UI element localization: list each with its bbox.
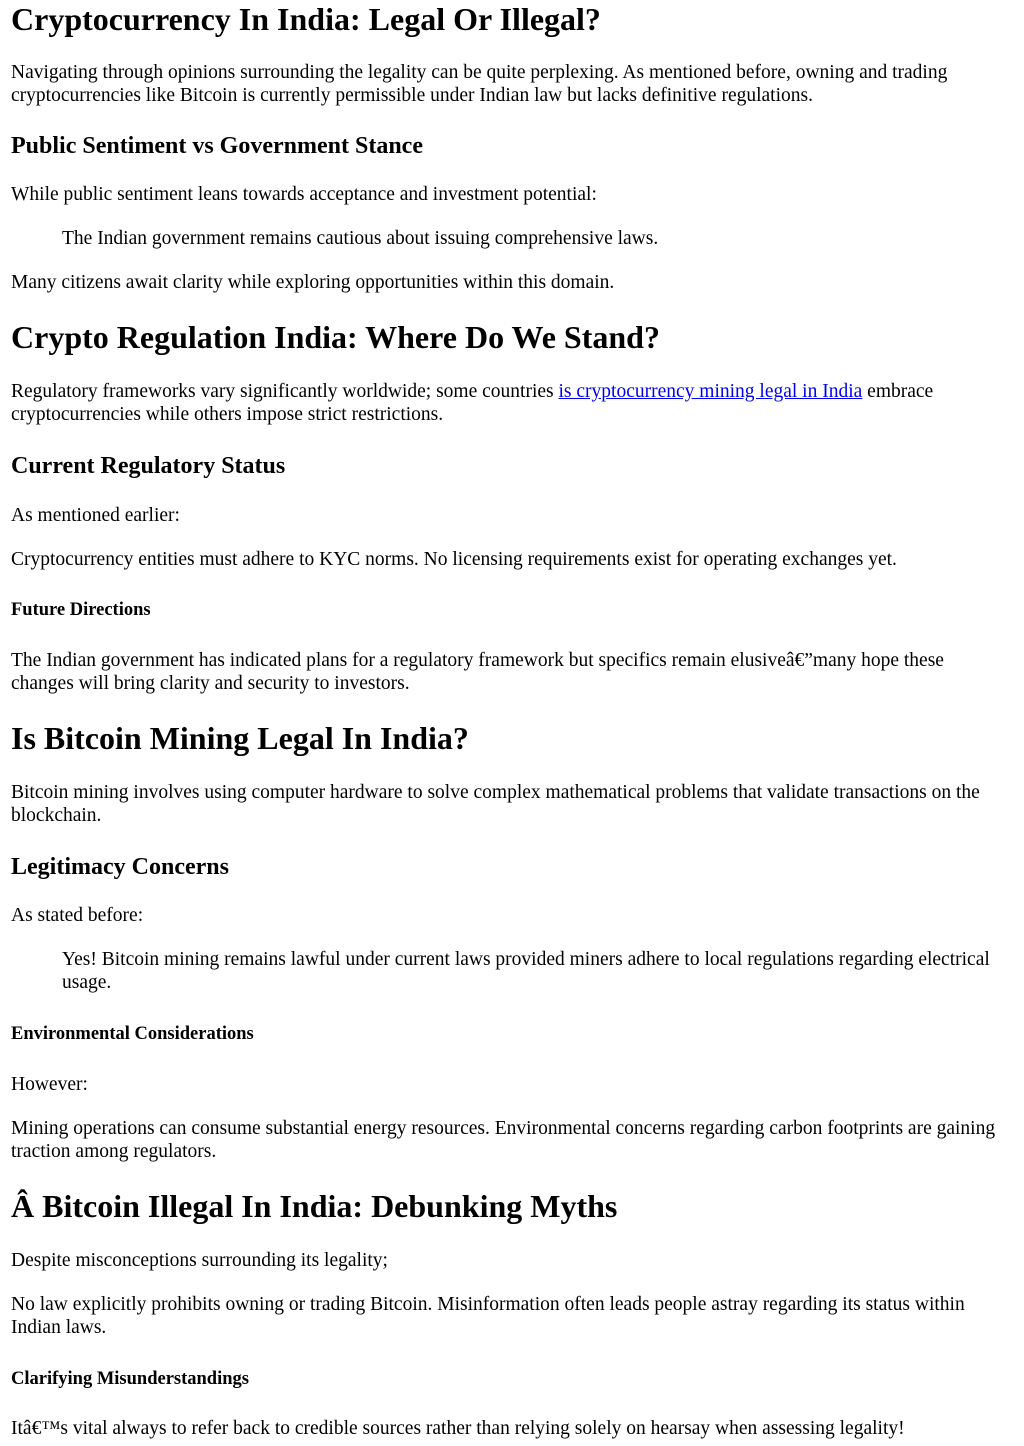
paragraph-however: However:: [11, 1074, 88, 1095]
regulatory-text-after: embrace cryptocurrencies while others impose strict restrictions.: [11, 381, 934, 425]
paragraph-bitcoin-mining: Bitcoin mining involves using computer hardware to solve complex mathematical problems that validate transactions on the blockchain.: [11, 782, 980, 826]
paragraph-as-mentioned-earlier: As mentioned earlier:: [11, 505, 180, 526]
heading-bitcoin-illegal-myths: Â Bitcoin Illegal In India: Debunking Myths: [11, 1188, 618, 1224]
paragraph-no-law-prohibits: No law explicitly prohibits owning or trading Bitcoin. Misinformation often leads people astray regarding its status within Indian laws.: [11, 1294, 965, 1338]
mining-legal-link[interactable]: is cryptocurrency mining legal in India: [558, 381, 863, 402]
paragraph-public-sentiment: While public sentiment leans towards acceptance and investment potential:: [11, 184, 597, 205]
paragraph-credible-sources: Itâ€™s vital always to refer back to credible sources rather than relying solely on hearsay when assessing legality!: [11, 1418, 905, 1439]
heading-bitcoin-mining-legal: Is Bitcoin Mining Legal In India?: [11, 720, 469, 756]
heading-crypto-legal-or-illegal: Cryptocurrency In India: Legal Or Illegal?: [11, 1, 601, 37]
heading-public-sentiment: Public Sentiment vs Government Stance: [11, 133, 423, 159]
paragraph-navigating-opinions: Navigating through opinions surrounding the legality can be quite perplexing. As mentioned before, owning and trading cryptocurrencies like Bitcoin is currently permissible under Indian law but lacks definitive regulations.: [11, 62, 948, 106]
quote-mining-lawful: Yes! Bitcoin mining remains lawful under current laws provided miners adhere to local regulations regarding electrical usage.: [62, 949, 990, 993]
heading-clarifying-misunderstandings: Clarifying Misunderstandings: [11, 1369, 249, 1389]
heading-crypto-regulation: Crypto Regulation India: Where Do We Stand?: [11, 319, 660, 355]
regulatory-text-before: Regulatory frameworks vary significantly worldwide; some countries: [11, 381, 559, 402]
paragraph-misconceptions: Despite misconceptions surrounding its legality;: [11, 1250, 388, 1271]
paragraph-energy-resources: Mining operations can consume substantial energy resources. Environmental concerns regarding carbon footprints are gaining traction among regulators.: [11, 1118, 996, 1162]
paragraph-future-directions: The Indian government has indicated plans for a regulatory framework but specifics remain elusiveâ€”many hope these changes will bring clarity and security to investors.: [11, 650, 944, 694]
paragraph-citizens-await: Many citizens await clarity while exploring opportunities within this domain.: [11, 272, 615, 293]
quote-government-cautious: The Indian government remains cautious about issuing comprehensive laws.: [62, 228, 659, 249]
paragraph-as-stated-before: As stated before:: [11, 905, 144, 926]
paragraph-kyc-norms: Cryptocurrency entities must adhere to KYC norms. No licensing requirements exist for operating exchanges yet.: [11, 549, 897, 570]
heading-legitimacy-concerns: Legitimacy Concerns: [11, 854, 229, 880]
heading-environmental-considerations: Environmental Considerations: [11, 1024, 254, 1044]
heading-current-regulatory-status: Current Regulatory Status: [11, 453, 286, 479]
paragraph-regulatory-frameworks: [11, 380, 1011, 426]
heading-future-directions: Future Directions: [11, 600, 151, 620]
